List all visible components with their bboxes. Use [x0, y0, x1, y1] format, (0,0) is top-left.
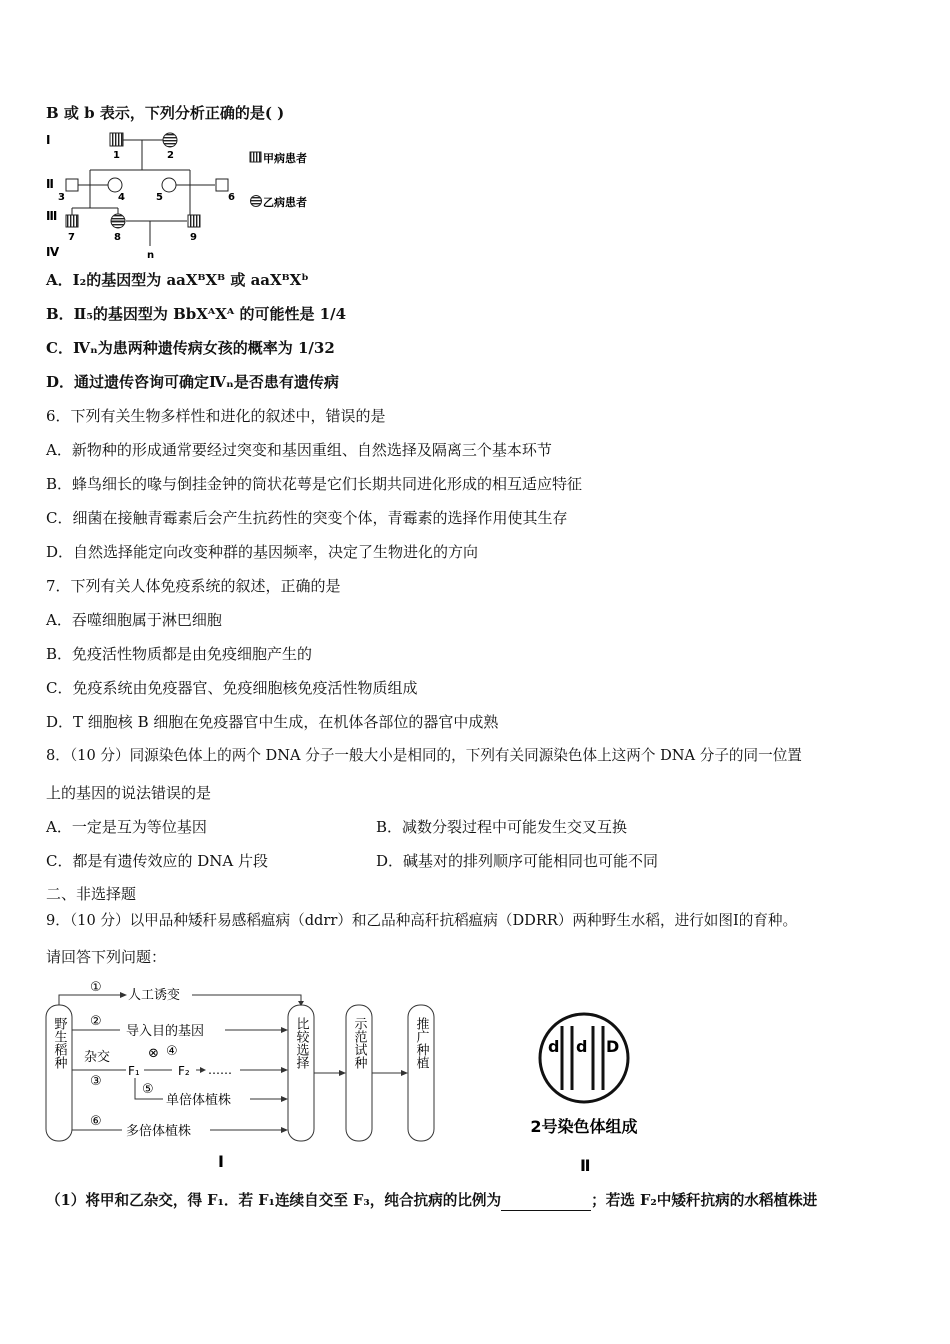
route-3-num: ③ — [90, 1074, 102, 1089]
route-5-label: 单倍体植株 — [166, 1093, 232, 1108]
gen-label-3: Ⅲ — [46, 209, 58, 223]
ind-num-6: 6 — [228, 192, 235, 203]
selfing-symbol: ⊗ — [148, 1046, 159, 1061]
q9-sub1-part-b: ；若选 F₂中矮秆抗病的水稻植株进 — [591, 1192, 818, 1209]
q7-option-d: D．T 细胞核 B 细胞在免疫器官中生成，在机体各部位的器官中成熟 — [46, 713, 499, 731]
q5-option-a: A．Ⅰ₂的基因型为 aaXᴮXᴮ 或 aaXᴮXᵇ — [46, 271, 309, 289]
q7-option-c: C．免疫系统由免疫器官、免疫细胞核免疫活性物质组成 — [46, 679, 418, 697]
figure-1-label: Ⅰ — [218, 1152, 224, 1171]
route-2-label: 导入目的基因 — [126, 1024, 205, 1039]
q8-stem-line1: 8．（10 分）同源染色体上的两个 DNA 分子一般大小是相同的，下列有关同源染色体上这两个 DNA 分子的同一位置 — [46, 747, 802, 764]
dots-label: …… — [208, 1063, 232, 1077]
pedigree-II6 — [216, 179, 228, 191]
route-2-num: ② — [90, 1014, 102, 1029]
q9-sub1-part-a: （1）将甲和乙杂交，得 F₁．若 F₁连续自交至 F₃，纯合抗病的比例为 — [46, 1192, 502, 1209]
chrom-label-3: D — [606, 1037, 620, 1056]
ind-num-9: 9 — [190, 232, 197, 243]
chromosome-diagram — [500, 1010, 680, 1180]
route-5-num: ⑤ — [142, 1082, 154, 1097]
q8-option-b: B．减数分裂过程中可能发生交叉互换 — [376, 818, 628, 836]
ind-num-8: 8 — [114, 232, 121, 243]
pedigree-I2 — [163, 133, 177, 147]
section-heading: 二、非选择题 — [46, 885, 137, 903]
route-1-label: 人工诱变 — [128, 988, 181, 1003]
chrom-label-2: d — [576, 1037, 588, 1056]
legend-a-label: 甲病患者 — [263, 152, 307, 165]
ind-num-1: 1 — [113, 150, 120, 161]
breeding-diagram — [40, 975, 450, 1175]
q6-stem: 6．下列有关生物多样性和进化的叙述中，错误的是 — [46, 407, 386, 425]
ind-num-n: n — [147, 250, 155, 260]
q7-option-a: A．吞噬细胞属于淋巴细胞 — [46, 611, 222, 629]
chrom-label-1: d — [548, 1037, 560, 1056]
pedigree-II3 — [66, 179, 78, 191]
legend-a-swatch — [250, 152, 261, 162]
q5-option-d: D．通过遗传咨询可确定Ⅳₙ是否患有遗传病 — [46, 373, 339, 391]
route-6-label: 多倍体植株 — [126, 1124, 192, 1139]
ind-num-7: 7 — [68, 232, 75, 243]
q5-option-c: C．Ⅳₙ为患两种遗传病女孩的概率为 1/32 — [46, 339, 335, 357]
q6-option-c: C．细菌在接触青霉素后会产生抗药性的突变个体，青霉素的选择作用使其生存 — [46, 509, 568, 527]
gen-label-4: Ⅳ — [46, 245, 60, 259]
route-1-num: ① — [90, 980, 102, 995]
gen-label-2: Ⅱ — [46, 177, 54, 191]
pedigree-II5 — [162, 178, 176, 192]
q6-option-b: B．蜂鸟细长的喙与倒挂金钟的筒状花萼是它们长期共同进化形成的相互适应特征 — [46, 475, 583, 493]
node-demo: 示范试种 — [351, 1017, 367, 1069]
q5-option-b: B．Ⅱ₅的基因型为 BbXᴬXᴬ 的可能性是 1/4 — [46, 305, 347, 323]
pedigree-chart — [40, 128, 340, 260]
ind-num-3: 3 — [58, 192, 65, 203]
route-6-num: ⑥ — [90, 1114, 102, 1129]
ind-num-4: 4 — [118, 192, 125, 203]
q9-stem-line2: 请回答下列问题： — [46, 948, 167, 966]
q6-option-a: A．新物种的形成通常要经过突变和基因重组、自然选择及隔离三个基本环节 — [46, 441, 552, 459]
chrom-caption: 2号染色体组成 — [530, 1117, 638, 1136]
q7-stem: 7．下列有关人体免疫系统的叙述，正确的是 — [46, 577, 341, 595]
pedigree-III9 — [188, 215, 200, 227]
q8-option-c: C．都是有遗传效应的 DNA 片段 — [46, 852, 268, 870]
node-compare: 比较选择 — [293, 1017, 309, 1069]
q9-stem-line1: 9．（10 分）以甲品种矮秆易感稻瘟病（ddrr）和乙品种高秆抗稻瘟病（DDRR）两种野生水稻，进行如图Ⅰ的育种。 — [46, 912, 798, 929]
q7-option-b: B．免疫活性物质都是由免疫细胞产生的 — [46, 645, 313, 663]
q8-option-d: D．碱基对的排列顺序可能相同也可能不同 — [376, 852, 659, 870]
legend-b-label: 乙病患者 — [263, 196, 307, 209]
q8-option-a: A．一定是互为等位基因 — [46, 818, 207, 836]
q9-sub1 — [46, 1191, 817, 1211]
ind-num-5: 5 — [156, 192, 163, 203]
node-wild-rice: 野生稻种 — [51, 1017, 67, 1069]
f1-label: F₁ — [128, 1064, 140, 1078]
q6-option-d: D．自然选择能定向改变种群的基因频率，决定了生物进化的方向 — [46, 543, 479, 561]
f2-label: F₂ — [178, 1064, 190, 1078]
cross-label: 杂交 — [84, 1050, 111, 1065]
pedigree-II4 — [108, 178, 122, 192]
answer-blank[interactable] — [501, 1196, 591, 1211]
cell-circle — [540, 1014, 628, 1102]
figure-2-label: Ⅱ — [580, 1156, 591, 1175]
gen-label-1: Ⅰ — [46, 133, 51, 147]
node-promote: 推广种植 — [413, 1017, 429, 1069]
route-4-num: ④ — [166, 1044, 178, 1059]
pedigree-I1 — [110, 133, 123, 146]
q5-intro: B 或 b 表示，下列分析正确的是( ) — [46, 104, 285, 122]
pedigree-III7 — [66, 215, 78, 227]
q8-stem-line2: 上的基因的说法错误的是 — [46, 784, 212, 802]
ind-num-2: 2 — [167, 150, 174, 161]
legend-b-swatch — [251, 196, 262, 207]
